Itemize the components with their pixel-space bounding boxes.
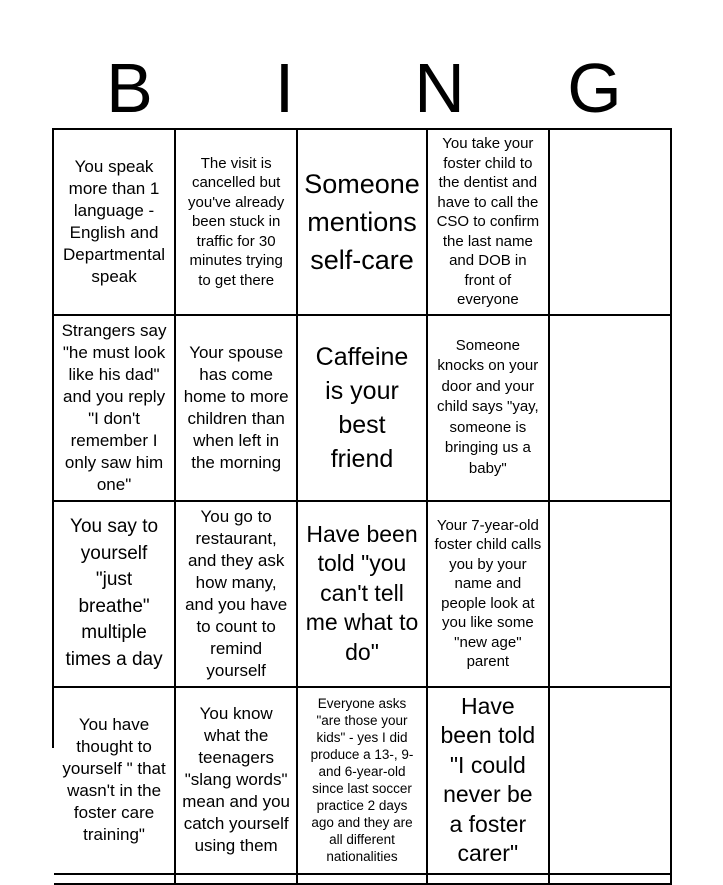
bingo-cell-r1c4[interactable] <box>428 130 550 316</box>
header-letter-i: I <box>274 49 295 127</box>
cell-text: Someone mentions self-care <box>304 168 420 275</box>
bingo-cell-r1c3[interactable] <box>298 130 428 316</box>
bingo-header <box>52 48 672 128</box>
header-letter-g: G <box>567 49 622 127</box>
bingo-cell-r3c1[interactable] <box>54 502 176 688</box>
bingo-cell-r2c3[interactable] <box>298 316 428 502</box>
cell-text: You say to yourself "just breathe" multiple times a day <box>65 516 163 670</box>
cell-text: You take your foster child to the dentist and have to call the CSO to confirm the last name and DOB in front of everyone <box>436 135 540 308</box>
bingo-cell-r5c5[interactable] <box>550 875 672 885</box>
bingo-cell-r1c5[interactable] <box>550 130 672 316</box>
bingo-cell-r5c2[interactable] <box>176 875 298 885</box>
cell-text: You go to restaurant, and they ask how many, and you have to count to remind yourself <box>185 506 288 680</box>
bingo-cell-r4c4[interactable] <box>428 688 550 875</box>
bingo-cell-r4c2[interactable] <box>176 688 298 875</box>
cell-text: You know what the teenagers "slang words" mean and you catch yourself using them <box>182 704 291 855</box>
bingo-cell-r3c3[interactable] <box>298 502 428 688</box>
cell-text: The visit is cancelled but you've already been stuck in traffic for 30 minutes trying to get there <box>188 154 285 289</box>
bingo-cell-r3c4[interactable] <box>428 502 550 688</box>
bingo-cell-r1c1[interactable] <box>54 130 176 316</box>
bingo-cell-r4c3[interactable] <box>298 688 428 875</box>
bingo-cell-r4c1[interactable] <box>54 688 176 875</box>
bingo-cell-r4c5[interactable] <box>550 688 672 875</box>
header-letter-n: N <box>414 49 465 127</box>
bingo-cell-r2c5[interactable] <box>550 316 672 502</box>
bingo-grid <box>52 128 672 866</box>
bingo-cell-r2c4[interactable] <box>428 316 550 502</box>
bingo-cell-r3c5[interactable] <box>550 502 672 688</box>
cell-text: Someone knocks on your door and your child says "yay, someone is bringing us a baby" <box>436 336 539 477</box>
cell-text: Strangers say "he must look like his dad" and you reply "I don't remember I only saw him one" <box>61 320 167 494</box>
cell-text: Everyone asks "are those your kids" - yes I did produce a 13-, 9- and 6-year-old since last soccer practice 2 days ago and they are all different nationalities <box>310 696 414 864</box>
bingo-cell-r1c2[interactable] <box>176 130 298 316</box>
cell-text: Your 7-year-old foster child calls you by your name and people look at you like some "new age" parent <box>434 516 542 670</box>
cell-text: You speak more than 1 language - English and Departmental speak <box>63 156 166 286</box>
bingo-cell-r5c4[interactable] <box>428 875 550 885</box>
bingo-cell-r3c2[interactable] <box>176 502 298 688</box>
cell-text: Have been told "I could never be a foster carer" <box>440 692 536 866</box>
bingo-cell-r2c1[interactable] <box>54 316 176 502</box>
cell-text: Your spouse has come home to more children than when left in the morning <box>183 342 289 472</box>
bingo-cell-r5c3[interactable] <box>298 875 428 885</box>
cell-text: Have been told "you can't tell me what to do" <box>305 520 419 665</box>
bingo-cell-r2c2[interactable] <box>176 316 298 502</box>
cell-text: Caffeine is your best friend <box>315 342 409 473</box>
bingo-cell-r5c1[interactable] <box>54 875 176 885</box>
cell-text: You have thought to yourself " that wasn't in the foster care training" <box>62 715 166 844</box>
header-letter-b: B <box>106 49 153 127</box>
